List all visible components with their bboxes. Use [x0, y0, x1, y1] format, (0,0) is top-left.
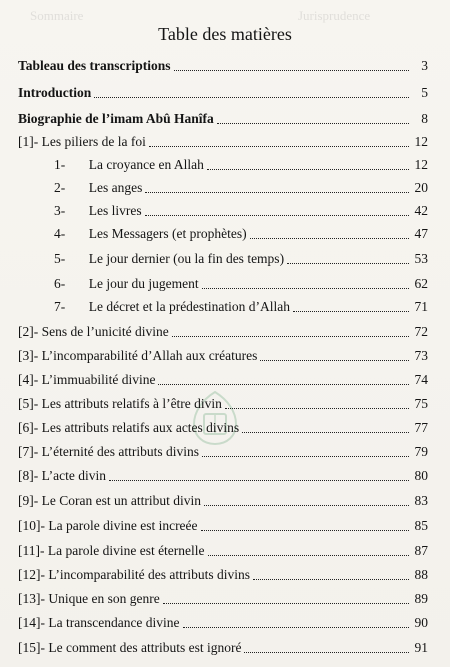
toc-entry-number: 4-: [54, 226, 66, 241]
toc-entry-number: 2-: [54, 180, 66, 195]
toc-entry-page-number: 71: [414, 299, 428, 314]
toc-entry-label: Les Messagers (et prophètes): [88, 226, 247, 241]
toc-entry: [18, 638, 428, 656]
dot-leader: [250, 237, 409, 239]
toc-entry-label: Tableau des transcriptions: [18, 58, 171, 73]
toc-entry-label: [8]- L’acte divin: [18, 468, 106, 483]
toc-entry: [18, 322, 428, 340]
toc-entry-page-number: 47: [414, 226, 428, 241]
page-title: Table des matières: [158, 24, 292, 44]
toc-entry-label: Biographie de l’imam Abû Hanîfa: [18, 111, 214, 126]
toc-entry-page-number: 20: [414, 180, 428, 195]
toc-entry: [18, 589, 428, 607]
toc-entry: [18, 155, 428, 173]
toc-entry-label: Le jour dernier (ou la fin des temps): [88, 251, 285, 266]
toc-entry-label: [3]- L’incomparabilité d’Allah aux créatures: [18, 348, 258, 363]
toc-entry: [18, 394, 428, 412]
toc-entry-page-number: 88: [414, 567, 428, 582]
toc-entry-label: Le décret et la prédestination d’Allah: [88, 299, 291, 314]
toc-entry: [18, 132, 428, 150]
toc-entry-page-number: 73: [414, 348, 428, 363]
toc-entry-page-number: 80: [414, 468, 428, 483]
bleed-through-text: Jurisprudence: [298, 8, 371, 23]
dot-leader: [207, 168, 409, 170]
dot-leader: [109, 479, 409, 481]
bleed-through-text: Sommaire: [30, 8, 84, 23]
toc-entry: [18, 466, 428, 484]
toc-entry-page-number: 42: [414, 203, 428, 218]
dot-leader: [172, 335, 409, 337]
toc-entry-page-number: 72: [414, 324, 428, 339]
dot-leader: [244, 651, 409, 653]
dot-leader: [201, 529, 409, 531]
toc-entry-page-number: 75: [414, 396, 428, 411]
dot-leader: [225, 407, 409, 409]
dot-leader: [208, 554, 409, 556]
dot-leader: [202, 455, 409, 457]
toc-entry-number: 6-: [54, 276, 66, 291]
toc-entry-page-number: 83: [414, 493, 428, 508]
toc-entry-label: [9]- Le Coran est un attribut divin: [18, 493, 201, 508]
toc-entry-page-number: 91: [414, 640, 428, 655]
toc-entry-page-number: 12: [414, 134, 428, 149]
toc-entry: [18, 418, 428, 436]
toc-entry: [18, 516, 428, 534]
toc-entry-label: [10]- La parole divine est increée: [18, 518, 198, 533]
toc-entry-label: [7]- L’éternité des attributs divins: [18, 444, 199, 459]
toc-entry-label: [5]- Les attributs relatifs à l’être divin: [18, 396, 222, 411]
toc-entry: [18, 370, 428, 388]
dot-leader: [174, 69, 409, 71]
toc-entry-label: [1]- Les piliers de la foi: [18, 134, 146, 149]
dot-leader: [94, 96, 409, 98]
toc-entry-label: [2]- Sens de l’unicité divine: [18, 324, 169, 339]
toc-entry-page-number: 12: [414, 157, 428, 172]
toc-entry-number: 3-: [54, 203, 66, 218]
toc-entry-label: Le jour du jugement: [88, 276, 199, 291]
toc-entry: [18, 109, 428, 127]
dot-leader: [145, 214, 409, 216]
toc-entry-label: [11]- La parole divine est éternelle: [18, 543, 205, 558]
toc-entry: [18, 613, 428, 631]
toc-entry-page-number: 62: [414, 276, 428, 291]
toc-entry: [18, 56, 428, 74]
dot-leader: [253, 578, 409, 580]
toc-entry: [18, 491, 428, 509]
toc-entry-page-number: 87: [414, 543, 428, 558]
dot-leader: [158, 383, 409, 385]
toc-entry-page-number: 89: [414, 591, 428, 606]
toc-entry-label: [15]- Le comment des attributs est ignoré: [18, 640, 242, 655]
toc-entry-page-number: 74: [414, 372, 428, 387]
dot-leader: [183, 626, 409, 628]
toc-entry-label: [4]- L’immuabilité divine: [18, 372, 156, 387]
toc-entry: [18, 178, 428, 196]
toc-entry-label: Les livres: [88, 203, 142, 218]
toc-entry-number: 5-: [54, 251, 66, 266]
dot-leader: [149, 145, 409, 147]
toc-entry-page-number: 53: [414, 251, 428, 266]
toc-entry: [18, 201, 428, 219]
toc-entry-label: [14]- La transcendance divine: [18, 615, 180, 630]
toc-entry-label: [13]- Unique en son genre: [18, 591, 160, 606]
toc-entry-label: Les anges: [88, 180, 143, 195]
toc-entry-page-number: 5: [421, 85, 428, 100]
toc-entry: [18, 442, 428, 460]
toc-entry-page-number: 3: [421, 58, 428, 73]
toc-entry: [18, 297, 428, 315]
toc-entry-label: Introduction: [18, 85, 92, 100]
dot-leader: [242, 431, 409, 433]
toc-entry: [18, 541, 428, 559]
dot-leader: [163, 602, 409, 604]
toc-entry-page-number: 77: [414, 420, 428, 435]
dot-leader: [204, 504, 409, 506]
toc-entry: [18, 274, 428, 292]
dot-leader: [145, 191, 409, 193]
toc-entry-label: La croyance en Allah: [88, 157, 204, 172]
dot-leader: [293, 310, 409, 312]
toc-entry-page-number: 90: [414, 615, 428, 630]
toc-entry-page-number: 8: [421, 111, 428, 126]
dot-leader: [287, 262, 409, 264]
dot-leader: [260, 359, 409, 361]
toc-entry-page-number: 79: [414, 444, 428, 459]
toc-entry-label: [12]- L’incomparabilité des attributs divins: [18, 567, 250, 582]
toc-entry-label: [6]- Les attributs relatifs aux actes divins: [18, 420, 240, 435]
toc-entry-page-number: 85: [414, 518, 428, 533]
toc-entry: [18, 565, 428, 583]
toc-entry-number: 7-: [54, 299, 66, 314]
toc-entry: [18, 224, 428, 242]
dot-leader: [217, 122, 409, 124]
toc-entry: [18, 346, 428, 364]
dot-leader: [202, 287, 409, 289]
toc-entry-number: 1-: [54, 157, 66, 172]
toc-entry: [18, 83, 428, 101]
toc-entry: [18, 249, 428, 267]
